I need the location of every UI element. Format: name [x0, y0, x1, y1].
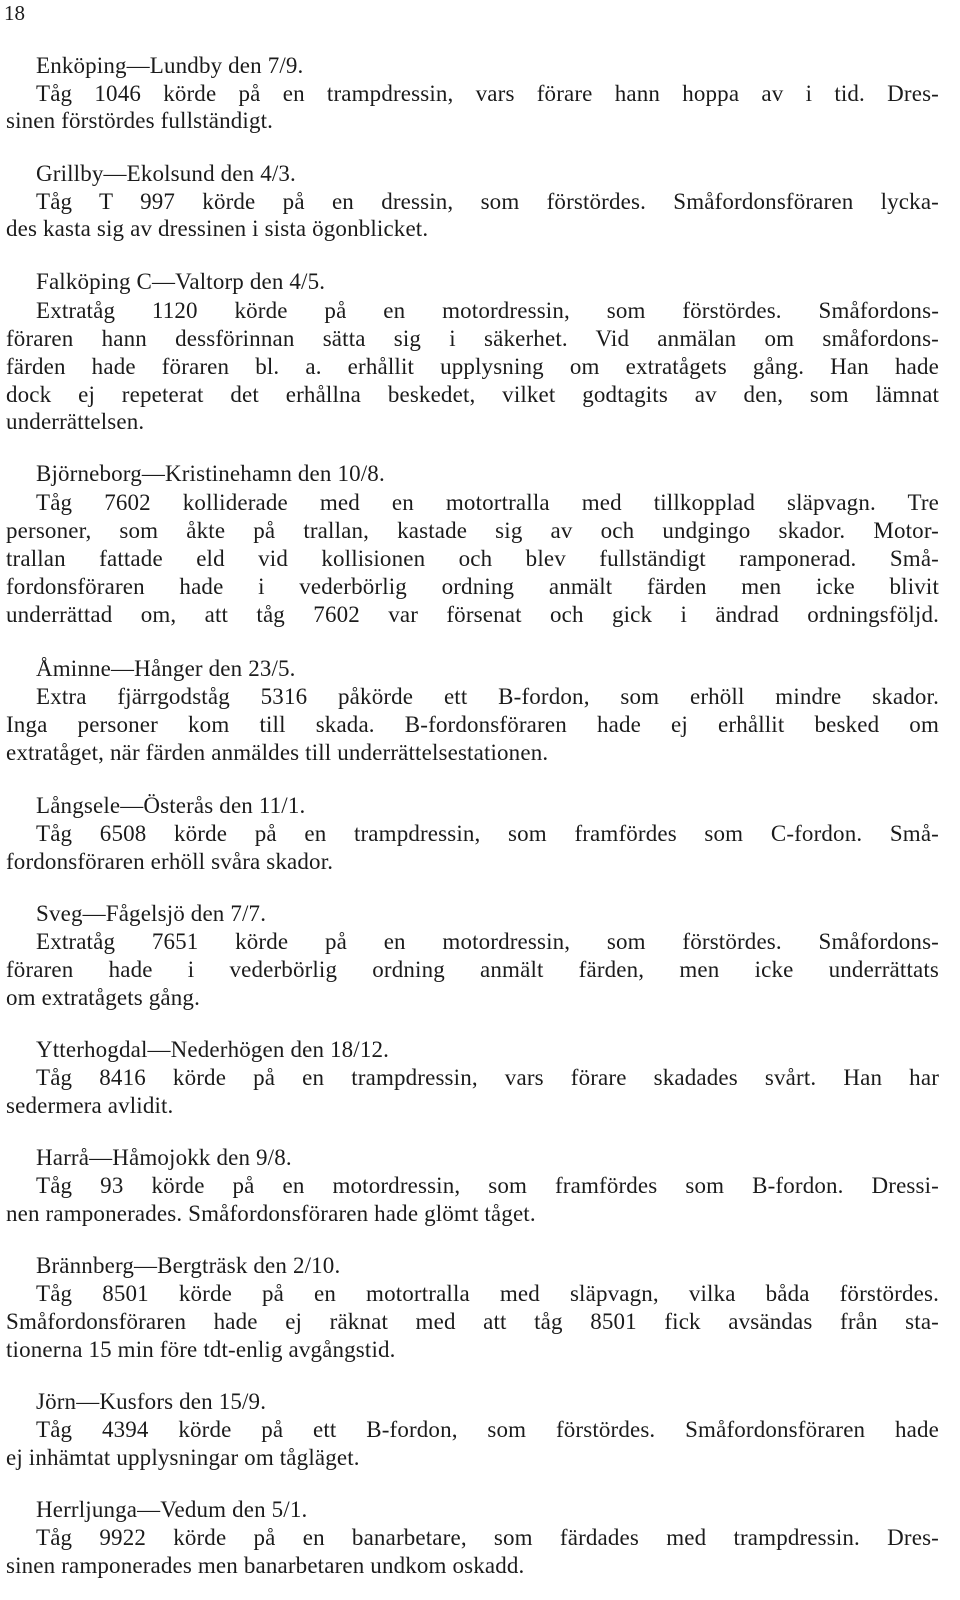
incident-heading: Harrå—Håmojokk den 9/8. [36, 1145, 292, 1170]
incident-heading: Enköping—Lundby den 7/9. [36, 53, 304, 78]
incident-text-line: om extratågets gång. [6, 985, 200, 1010]
incident-text-line: Tåg 1046 körde på en trampdressin, vars förare hann hoppa av i tid. Dres- [36, 81, 939, 106]
incident-text-line: Småfordonsföraren hade ej räknat med att tåg 8501 fick avsändas från sta- [6, 1309, 939, 1334]
incident-heading: Sveg—Fågelsjö den 7/7. [36, 901, 267, 926]
incident-text-line: trallan fattade eld vid kollisionen och blev fullständigt ramponerad. Små- [6, 546, 939, 571]
incident-text-line: Tåg 9922 körde på en banarbetare, som färdades med trampdressin. Dres- [36, 1525, 939, 1550]
incident-text-line: Tåg 93 körde på en motordressin, som framfördes som B-fordon. Dressi- [36, 1173, 939, 1198]
incident-text-line: föraren hade i vederbörlig ordning anmält färden, men icke underrättats [6, 957, 939, 982]
incident-text-line: tionerna 15 min före tdt-enlig avgångstid. [6, 1337, 396, 1362]
incident-text-line: ej inhämtat upplysningar om tågläget. [6, 1445, 360, 1470]
incident-heading: Ytterhogdal—Nederhögen den 18/12. [36, 1037, 390, 1062]
incident-heading: Åminne—Hånger den 23/5. [36, 656, 296, 681]
incident-text-line: föraren hann dessförinnan sätta sig i säkerhet. Vid anmälan om småfordons- [6, 326, 939, 351]
incident-text-line: Extratåg 7651 körde på en motordressin, som förstördes. Småfordons- [36, 929, 939, 954]
incident-text-line: underrättad om, att tåg 7602 var försenat och gick i ändrad ordningsföljd. [6, 602, 939, 627]
incident-text-line: nen ramponerades. Småfordonsföraren hade glömt tåget. [6, 1201, 536, 1226]
incident-text-line: fordonsföraren erhöll svåra skador. [6, 849, 334, 874]
incident-heading: Brännberg—Bergträsk den 2/10. [36, 1253, 341, 1278]
incident-text-line: Tåg T 997 körde på en dressin, som förstördes. Småfordonsföraren lycka- [36, 189, 939, 214]
incident-text-line: extratåget, när färden anmäldes till underrättelsestationen. [6, 740, 549, 765]
incident-text-line: personer, som åkte på trallan, kastade sig av och undgingo skador. Motor- [6, 518, 939, 543]
incident-text-line: Extratåg 1120 körde på en motordressin, som förstördes. Småfordons- [36, 298, 939, 323]
incident-text-line: Tåg 4394 körde på ett B-fordon, som förstördes. Småfordonsföraren hade [36, 1417, 939, 1442]
incident-text-line: fordonsföraren hade i vederbörlig ordning anmält färden men icke blivit [6, 574, 939, 599]
incident-text-line: sinen ramponerades men banarbetaren undkom oskadd. [6, 1553, 525, 1578]
incident-heading: Långsele—Österås den 11/1. [36, 793, 306, 818]
incident-text-line: färden hade föraren bl. a. erhållit upplysning om extratågets gång. Han hade [6, 354, 939, 379]
incident-heading: Falköping C—Valtorp den 4/5. [36, 269, 326, 294]
incident-heading: Björneborg—Kristinehamn den 10/8. [36, 461, 385, 486]
page-number: 18 [4, 1, 25, 25]
incident-text-line: Tåg 6508 körde på en trampdressin, som framfördes som C-fordon. Små- [36, 821, 939, 846]
incident-text-line: sinen förstördes fullständigt. [6, 108, 274, 133]
incident-text-line: underrättelsen. [6, 409, 145, 434]
incident-text-line: des kasta sig av dressinen i sista ögonblicket. [6, 216, 429, 241]
incident-text-line: dock ej repeterat det erhållna beskedet, vilket godtagits av den, som lämnat [6, 382, 939, 407]
incident-text-line: sedermera avlidit. [6, 1093, 174, 1118]
incident-heading: Herrljunga—Vedum den 5/1. [36, 1497, 308, 1522]
incident-text-line: Extra fjärrgodståg 5316 påkörde ett B-fordon, som erhöll mindre skador. [36, 684, 939, 709]
incident-heading: Jörn—Kusfors den 15/9. [36, 1389, 267, 1414]
incident-text-line: Tåg 8416 körde på en trampdressin, vars förare skadades svårt. Han har [36, 1065, 939, 1090]
incident-heading: Grillby—Ekolsund den 4/3. [36, 161, 296, 186]
incident-text-line: Inga personer kom till skada. B-fordonsföraren hade ej erhållit besked om [6, 712, 939, 737]
incident-text-line: Tåg 8501 körde på en motortralla med släpvagn, vilka båda förstördes. [36, 1281, 939, 1306]
incident-text-line: Tåg 7602 kolliderade med en motortralla med tillkopplad släpvagn. Tre [36, 490, 939, 515]
